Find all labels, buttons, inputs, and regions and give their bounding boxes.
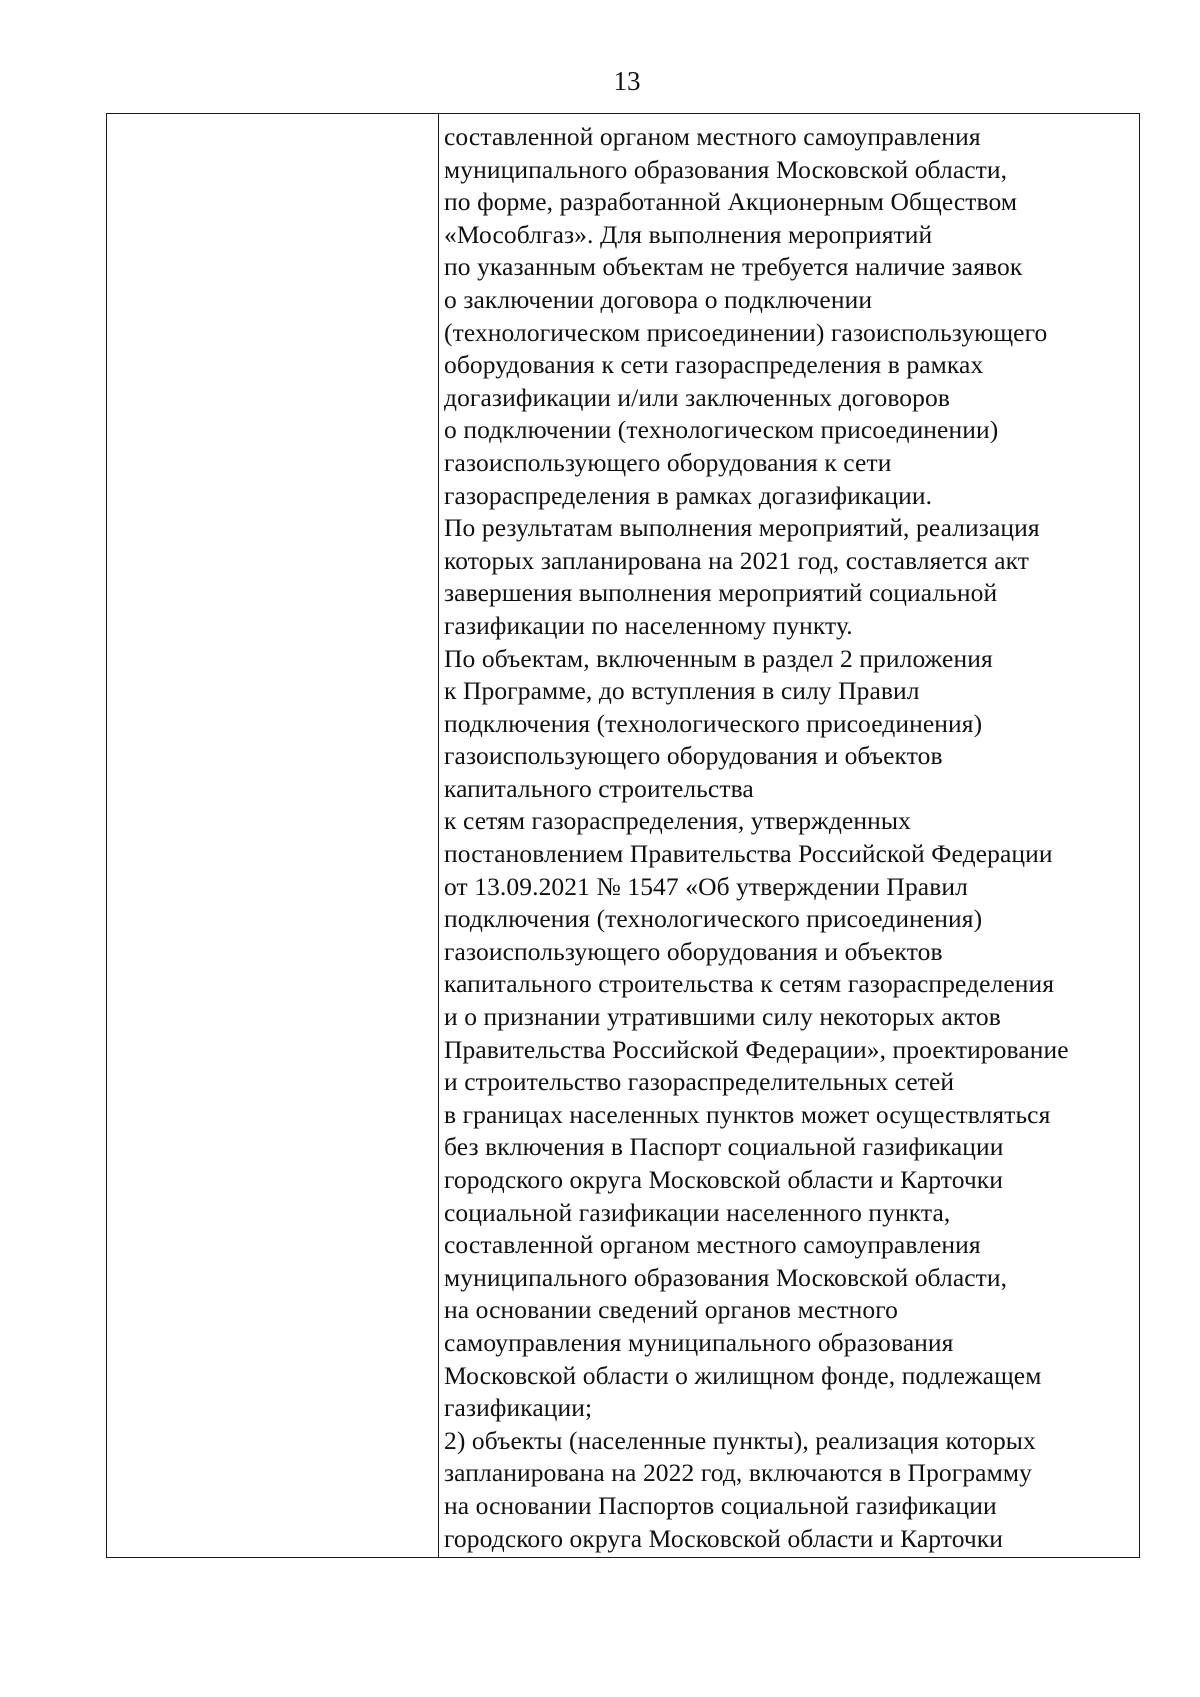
- text-line: газораспределения в рамках догазификации.: [444, 480, 933, 510]
- text-line: 2) объекты (населенные пункты), реализация которых: [444, 1425, 1036, 1455]
- text-line: капитального строительства: [444, 773, 754, 803]
- text-line: которых запланирована на 2021 год, составляется акт: [444, 545, 1030, 575]
- text-line: Правительства Российской Федерации», проектирование: [444, 1034, 1069, 1064]
- text-line: по указанным объектам не требуется наличие заявок: [444, 252, 1023, 282]
- text-line: о подключении (технологическом присоединении): [444, 415, 999, 445]
- text-line: к Программе, до вступления в силу Правил: [444, 676, 920, 706]
- text-line: «Мособлгаз». Для выполнения мероприятий: [444, 219, 933, 249]
- text-line: оборудования к сети газораспределения в рамках: [444, 350, 984, 380]
- text-line: и о признании утратившими силу некоторых актов: [444, 1002, 1001, 1032]
- text-line: самоуправления муниципального образования: [444, 1327, 954, 1357]
- column-divider: [438, 114, 439, 1557]
- text-line: подключения (технологического присоединения): [444, 708, 983, 738]
- text-line: в границах населенных пунктов может осуществляться: [444, 1099, 1051, 1129]
- table-left-cell: [107, 114, 438, 1557]
- text-line: газоиспользующего оборудования и объектов: [444, 741, 943, 771]
- text-line: городского округа Московской области и Карточки: [444, 1523, 1004, 1553]
- text-line: По результатам выполнения мероприятий, реализация: [444, 513, 1040, 543]
- table-right-cell: [444, 121, 1139, 1555]
- text-line: составленной органом местного самоуправления: [444, 1230, 981, 1260]
- page-number: 13: [613, 66, 641, 96]
- text-line: без включения в Паспорт социальной газификации: [444, 1132, 1004, 1162]
- text-line: на основании сведений органов местного: [444, 1295, 898, 1325]
- text-line: газоиспользующего оборудования к сети: [444, 447, 892, 477]
- text-line: городского округа Московской области и Карточки: [444, 1165, 1004, 1194]
- text-line: догазификации и/или заключенных договоров: [444, 382, 950, 412]
- text-line: Московской области о жилищном фонде, подлежащем: [444, 1360, 1042, 1390]
- text-line: постановлением Правительства Российской Федерации: [444, 839, 1053, 869]
- text-line: капитального строительства к сетям газораспределения: [444, 969, 1055, 999]
- text-line: По объектам, включенным в раздел 2 приложения: [444, 643, 993, 673]
- text-line: о заключении договора о подключении: [444, 284, 873, 314]
- text-line: на основании Паспортов социальной газификации: [444, 1490, 997, 1520]
- text-line: запланирована на 2022 год, включаются в Программу: [444, 1458, 1032, 1488]
- text-line: газификации по населенному пункту.: [444, 610, 853, 640]
- text-line: завершения выполнения мероприятий социальной: [444, 578, 998, 608]
- text-line: социальной газификации населенного пункта,: [444, 1197, 951, 1227]
- text-line: и строительство газораспределительных сетей: [444, 1067, 955, 1097]
- text-line: муниципального образования Московской области,: [444, 154, 1008, 184]
- text-line: газоиспользующего оборудования и объектов: [444, 936, 943, 966]
- text-line: по форме, разработанной Акционерным Обществом: [444, 187, 1018, 217]
- text-line: муниципального образования Московской области,: [444, 1262, 1008, 1292]
- text-line: газификации;: [444, 1393, 593, 1423]
- text-line: составленной органом местного самоуправления: [444, 122, 981, 151]
- document-table: [106, 113, 1140, 1558]
- text-line: (технологическом присоединении) газоиспользующего: [444, 317, 1048, 347]
- text-line: к сетям газораспределения, утвержденных: [444, 806, 911, 836]
- text-line: от 13.09.2021 № 1547 «Об утверждении Правил: [444, 871, 968, 901]
- text-line: подключения (технологического присоединения): [444, 904, 983, 934]
